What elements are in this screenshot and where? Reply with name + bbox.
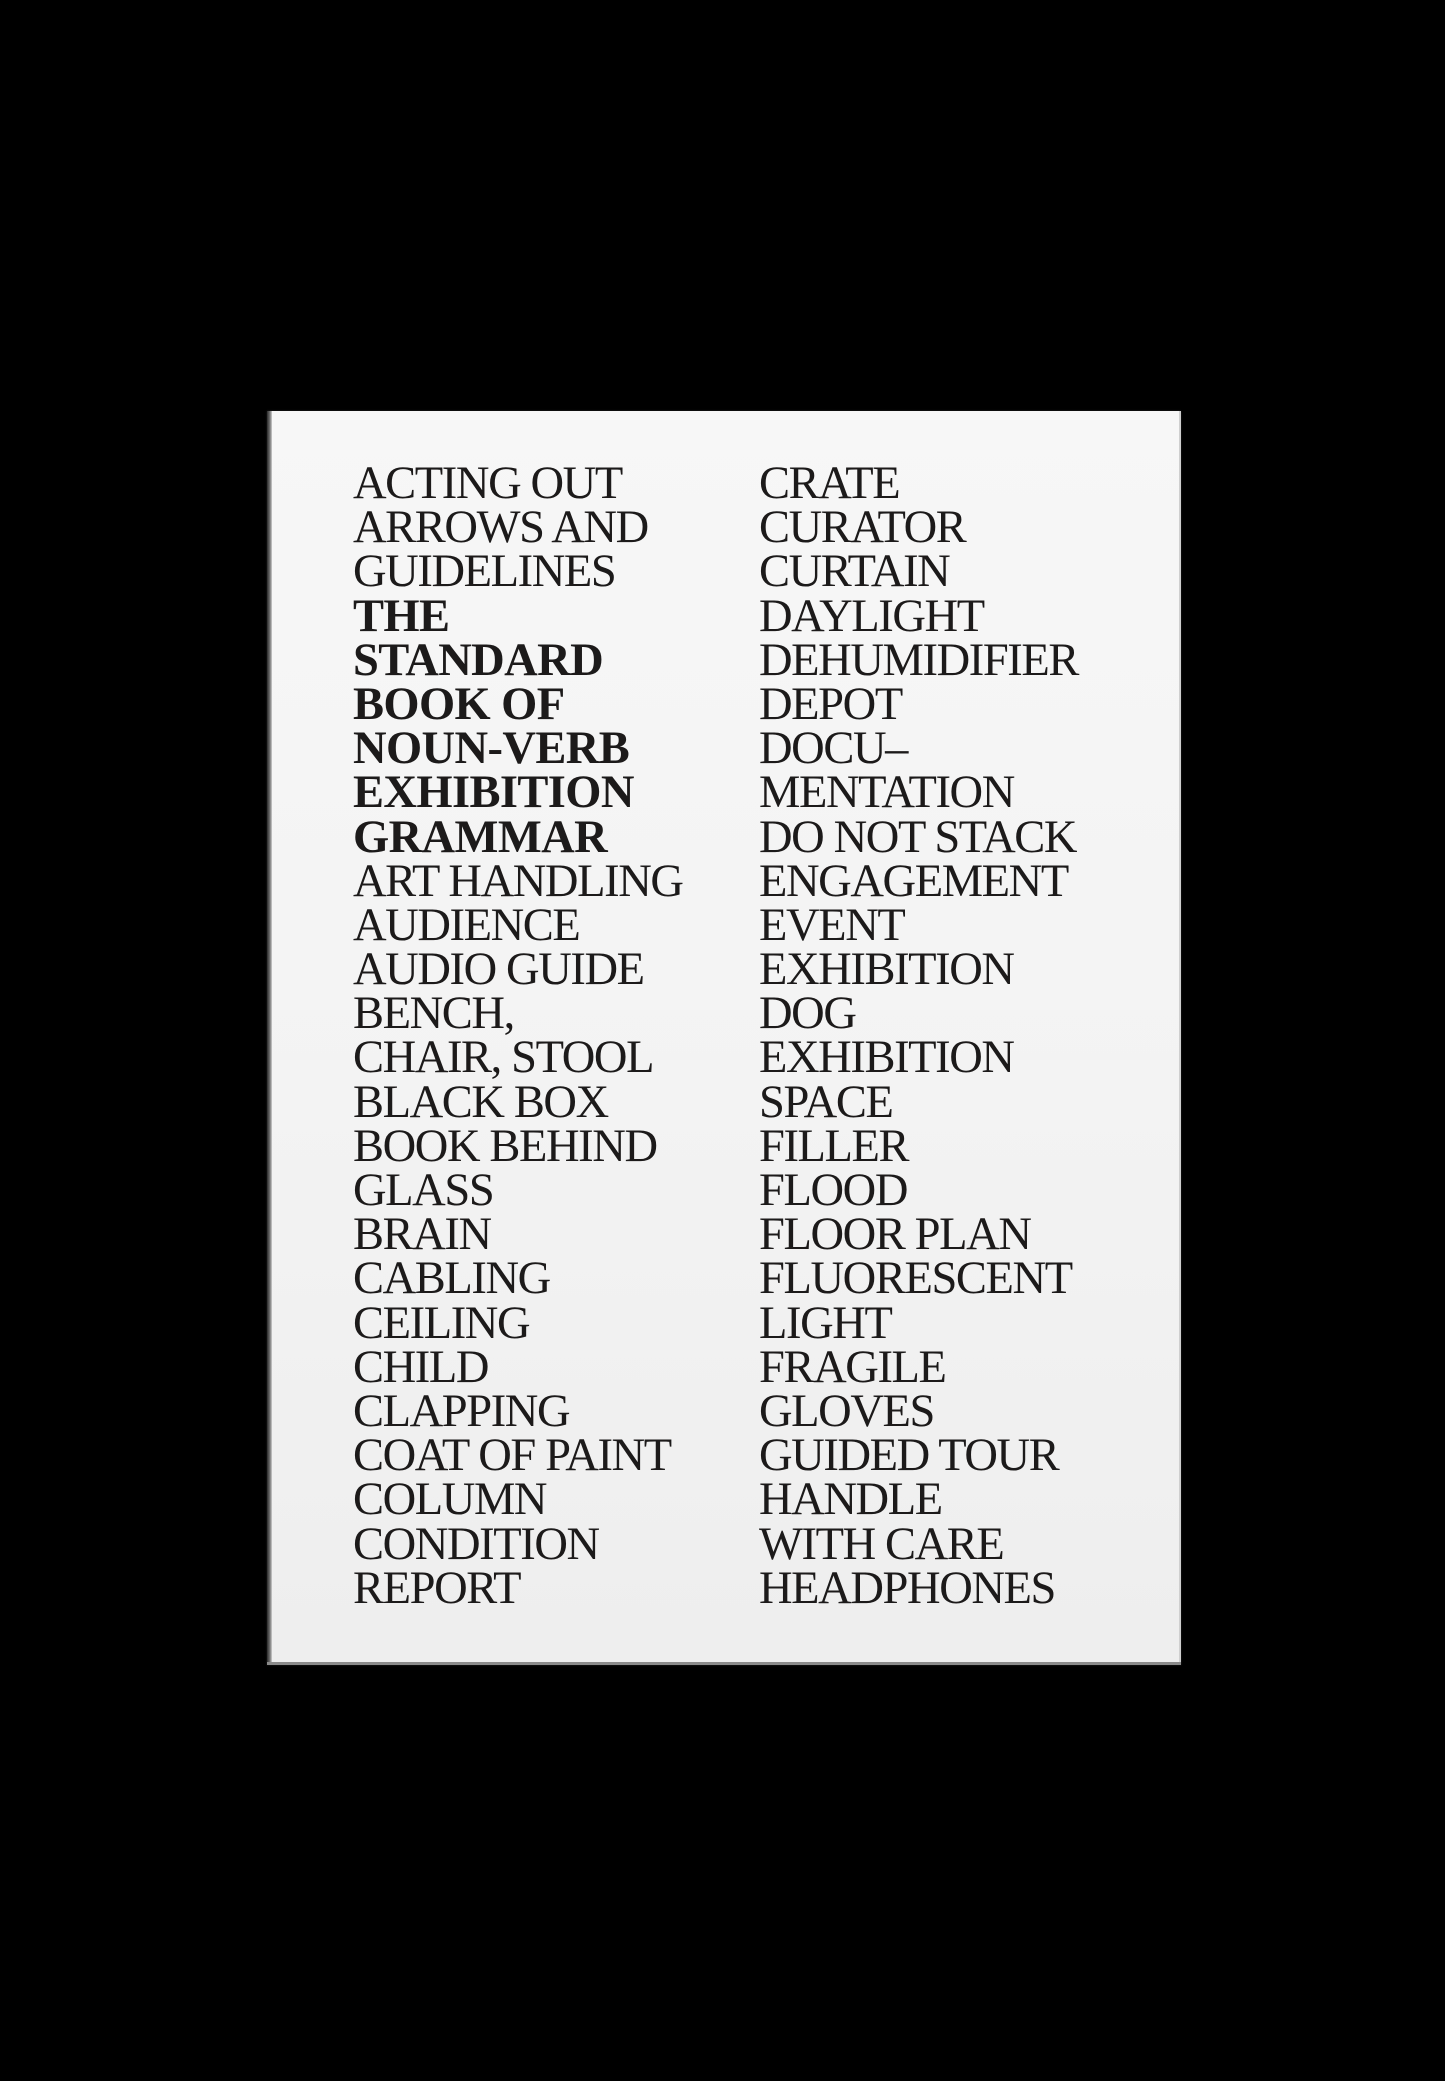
book-cover xyxy=(267,411,1181,1665)
cover-term: FLOOR PLAN xyxy=(759,1209,1031,1261)
book-bottom-edge xyxy=(267,1662,1181,1665)
cover-term: CEILING xyxy=(353,1297,530,1349)
cover-right-column xyxy=(759,458,1079,1614)
cover-term: EXHIBITION xyxy=(759,1032,1014,1084)
cover-term: FILLER xyxy=(759,1120,909,1172)
cover-title-line: THE xyxy=(353,590,450,642)
cover-term: EXHIBITION xyxy=(759,944,1014,996)
cover-term: SPACE xyxy=(759,1076,893,1128)
cover-term: DEPOT xyxy=(759,678,902,730)
cover-term: DO NOT STACK xyxy=(759,811,1077,863)
cover-term: MENTATION xyxy=(759,767,1014,819)
cover-term: BOOK BEHIND xyxy=(353,1120,657,1172)
book-right-edge xyxy=(1179,411,1181,1665)
cover-term: CLAPPING xyxy=(353,1385,570,1437)
cover-term: FLUORESCENT xyxy=(759,1253,1072,1305)
cover-term: GLASS xyxy=(353,1165,494,1216)
cover-term: HANDLE xyxy=(759,1474,942,1526)
cover-term: GUIDELINES xyxy=(353,546,616,598)
cover-title-line: GRAMMAR xyxy=(353,811,608,863)
cover-term: AUDIO GUIDE xyxy=(353,944,644,996)
cover-term: HEADPHONES xyxy=(759,1562,1056,1614)
cover-term: ACTING OUT xyxy=(353,458,622,509)
cover-title-line: NOUN-VERB xyxy=(353,723,630,775)
cover-term: LIGHT xyxy=(759,1297,892,1349)
cover-term: FLOOD xyxy=(759,1165,908,1216)
cover-term: COLUMN xyxy=(353,1474,547,1526)
cover-term: CHILD xyxy=(353,1341,489,1393)
cover-title-line: EXHIBITION xyxy=(353,767,634,819)
cover-term: WITH CARE xyxy=(759,1518,1004,1570)
cover-term: CURATOR xyxy=(759,502,966,554)
cover-term: DAYLIGHT xyxy=(759,590,984,642)
cover-term: AUDIENCE xyxy=(353,899,580,951)
cover-term: CABLING xyxy=(353,1253,550,1305)
cover-term: BLACK BOX xyxy=(353,1076,608,1128)
cover-term: CRATE xyxy=(759,458,900,509)
cover-term: ARROWS AND xyxy=(353,502,648,554)
cover-term: EVENT xyxy=(759,899,905,951)
cover-term: BENCH, xyxy=(353,988,514,1040)
cover-term: COAT OF PAINT xyxy=(353,1430,671,1482)
cover-term: DOG xyxy=(759,988,856,1040)
book-spine-edge xyxy=(267,411,272,1665)
cover-term: CONDITION xyxy=(353,1518,599,1570)
cover-term: GUIDED TOUR xyxy=(759,1430,1059,1482)
cover-title-line: BOOK OF xyxy=(353,678,565,730)
cover-term: CURTAIN xyxy=(759,546,950,598)
cover-term: BRAIN xyxy=(353,1209,491,1261)
cover-term: REPORT xyxy=(353,1562,521,1614)
cover-term: ENGAGEMENT xyxy=(759,855,1068,907)
cover-term: GLOVES xyxy=(759,1385,935,1437)
cover-term: DOCU– xyxy=(759,723,908,775)
cover-term: CHAIR, STOOL xyxy=(353,1032,654,1084)
cover-title-line: STANDARD xyxy=(353,634,604,686)
cover-term: FRAGILE xyxy=(759,1341,946,1393)
cover-term: DEHUMIDIFIER xyxy=(759,634,1079,686)
cover-term: ART HANDLING xyxy=(353,855,683,907)
cover-left-column xyxy=(353,458,683,1614)
